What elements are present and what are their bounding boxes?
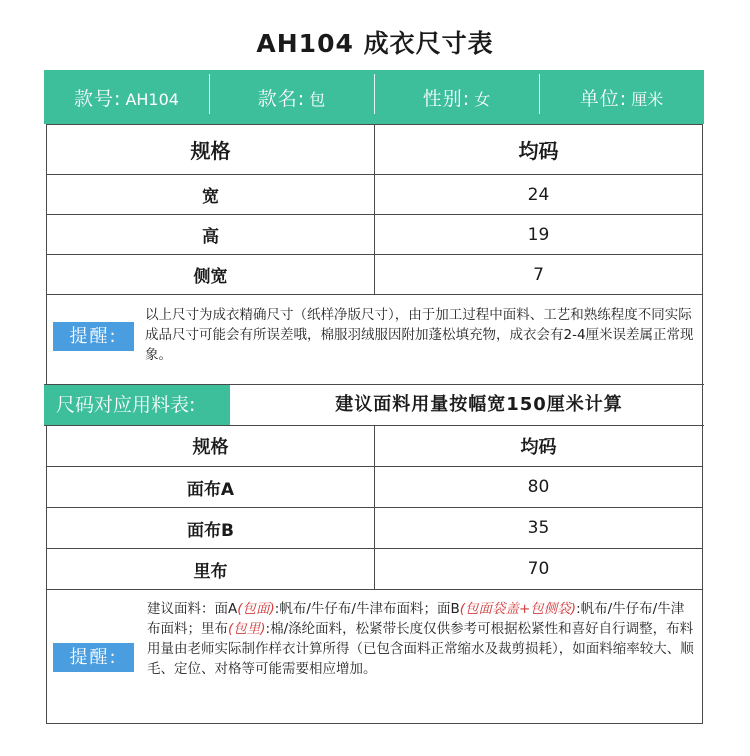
tip-badge: 提醒: <box>53 322 134 351</box>
tip-text-part: :帆布/牛仔布/牛津布面料；面B <box>274 601 460 617</box>
tip-text-part: :棉/涤纶面料，松紧带长度仅供参考可根据松紧性和喜好自行调整，布料用量由老师实际制作样衣计算所得（已包含面料正常缩水及裁剪损耗），如面料缩率较大、顺毛、定位、对格等可能需要相应增加。 <box>147 621 694 677</box>
tip-highlight: (包面) <box>237 601 275 617</box>
style-name-value: 包 <box>309 89 326 109</box>
row-label: 里布 <box>47 549 375 590</box>
tip-highlight: (包面袋盖+包侧袋) <box>459 601 577 617</box>
tip-text-part: 建议面料：面A <box>147 601 238 617</box>
tip-text-part: :帆布/牛仔布/牛津布面料；里布 <box>147 601 685 637</box>
gender-value: 女 <box>474 89 491 109</box>
usage-label: 尺码对应用料表: <box>44 385 230 425</box>
gender-cell <box>374 84 539 111</box>
usage-note: 建议面料用量按幅宽150厘米计算 <box>335 394 623 415</box>
row-value: 24 <box>375 175 703 215</box>
unit-cell <box>539 84 704 111</box>
row-value: 35 <box>375 508 703 549</box>
style-no-cell <box>44 84 209 111</box>
table-row <box>47 467 703 508</box>
style-no-label: 款号: <box>74 87 122 110</box>
row-label: 宽 <box>47 175 375 215</box>
table-row <box>47 549 703 590</box>
size-table <box>46 124 703 295</box>
tip-badge: 提醒: <box>53 643 134 672</box>
info-bar <box>44 70 704 124</box>
table-row <box>47 215 703 255</box>
header-spec: 规格 <box>47 125 375 175</box>
fabric-table <box>46 425 703 590</box>
tip-highlight: (包里) <box>228 621 266 637</box>
table-row <box>47 175 703 215</box>
header-spec: 规格 <box>47 426 375 467</box>
table-row <box>47 255 703 295</box>
unit-value: 厘米 <box>631 89 664 109</box>
tip-box-size <box>46 292 703 384</box>
style-no-value: AH104 <box>125 89 179 109</box>
gender-label: 性别: <box>422 87 471 110</box>
style-name-label: 款名: <box>257 87 306 110</box>
header-one-size: 均码 <box>375 125 703 175</box>
tip-text: 以上尺寸为成衣精确尺寸（纸样净版尺寸），由于加工过程中面料、工艺和熟练程度不同实际成品尺寸可能会有所误差哦，棉服羽绒服因附加蓬松填充物，成衣会有2-4厘米误差属正常现象。 <box>145 307 694 363</box>
row-value: 19 <box>375 215 703 255</box>
usage-bar <box>44 384 704 426</box>
table-row <box>47 508 703 549</box>
size-table-header <box>47 125 703 175</box>
row-value: 70 <box>375 549 703 590</box>
style-name-cell <box>209 84 374 111</box>
tip-text <box>147 599 695 679</box>
row-value: 7 <box>375 255 703 295</box>
row-value: 80 <box>375 467 703 508</box>
unit-label: 单位: <box>579 87 628 110</box>
row-label: 高 <box>47 215 375 255</box>
row-label: 面布A <box>47 467 375 508</box>
fabric-table-header <box>47 426 703 467</box>
header-one-size: 均码 <box>375 426 703 467</box>
row-label: 侧宽 <box>47 255 375 295</box>
row-label: 面布B <box>47 508 375 549</box>
page-title: AH104 成衣尺寸表 <box>256 29 494 58</box>
tip-box-fabric <box>46 585 703 724</box>
